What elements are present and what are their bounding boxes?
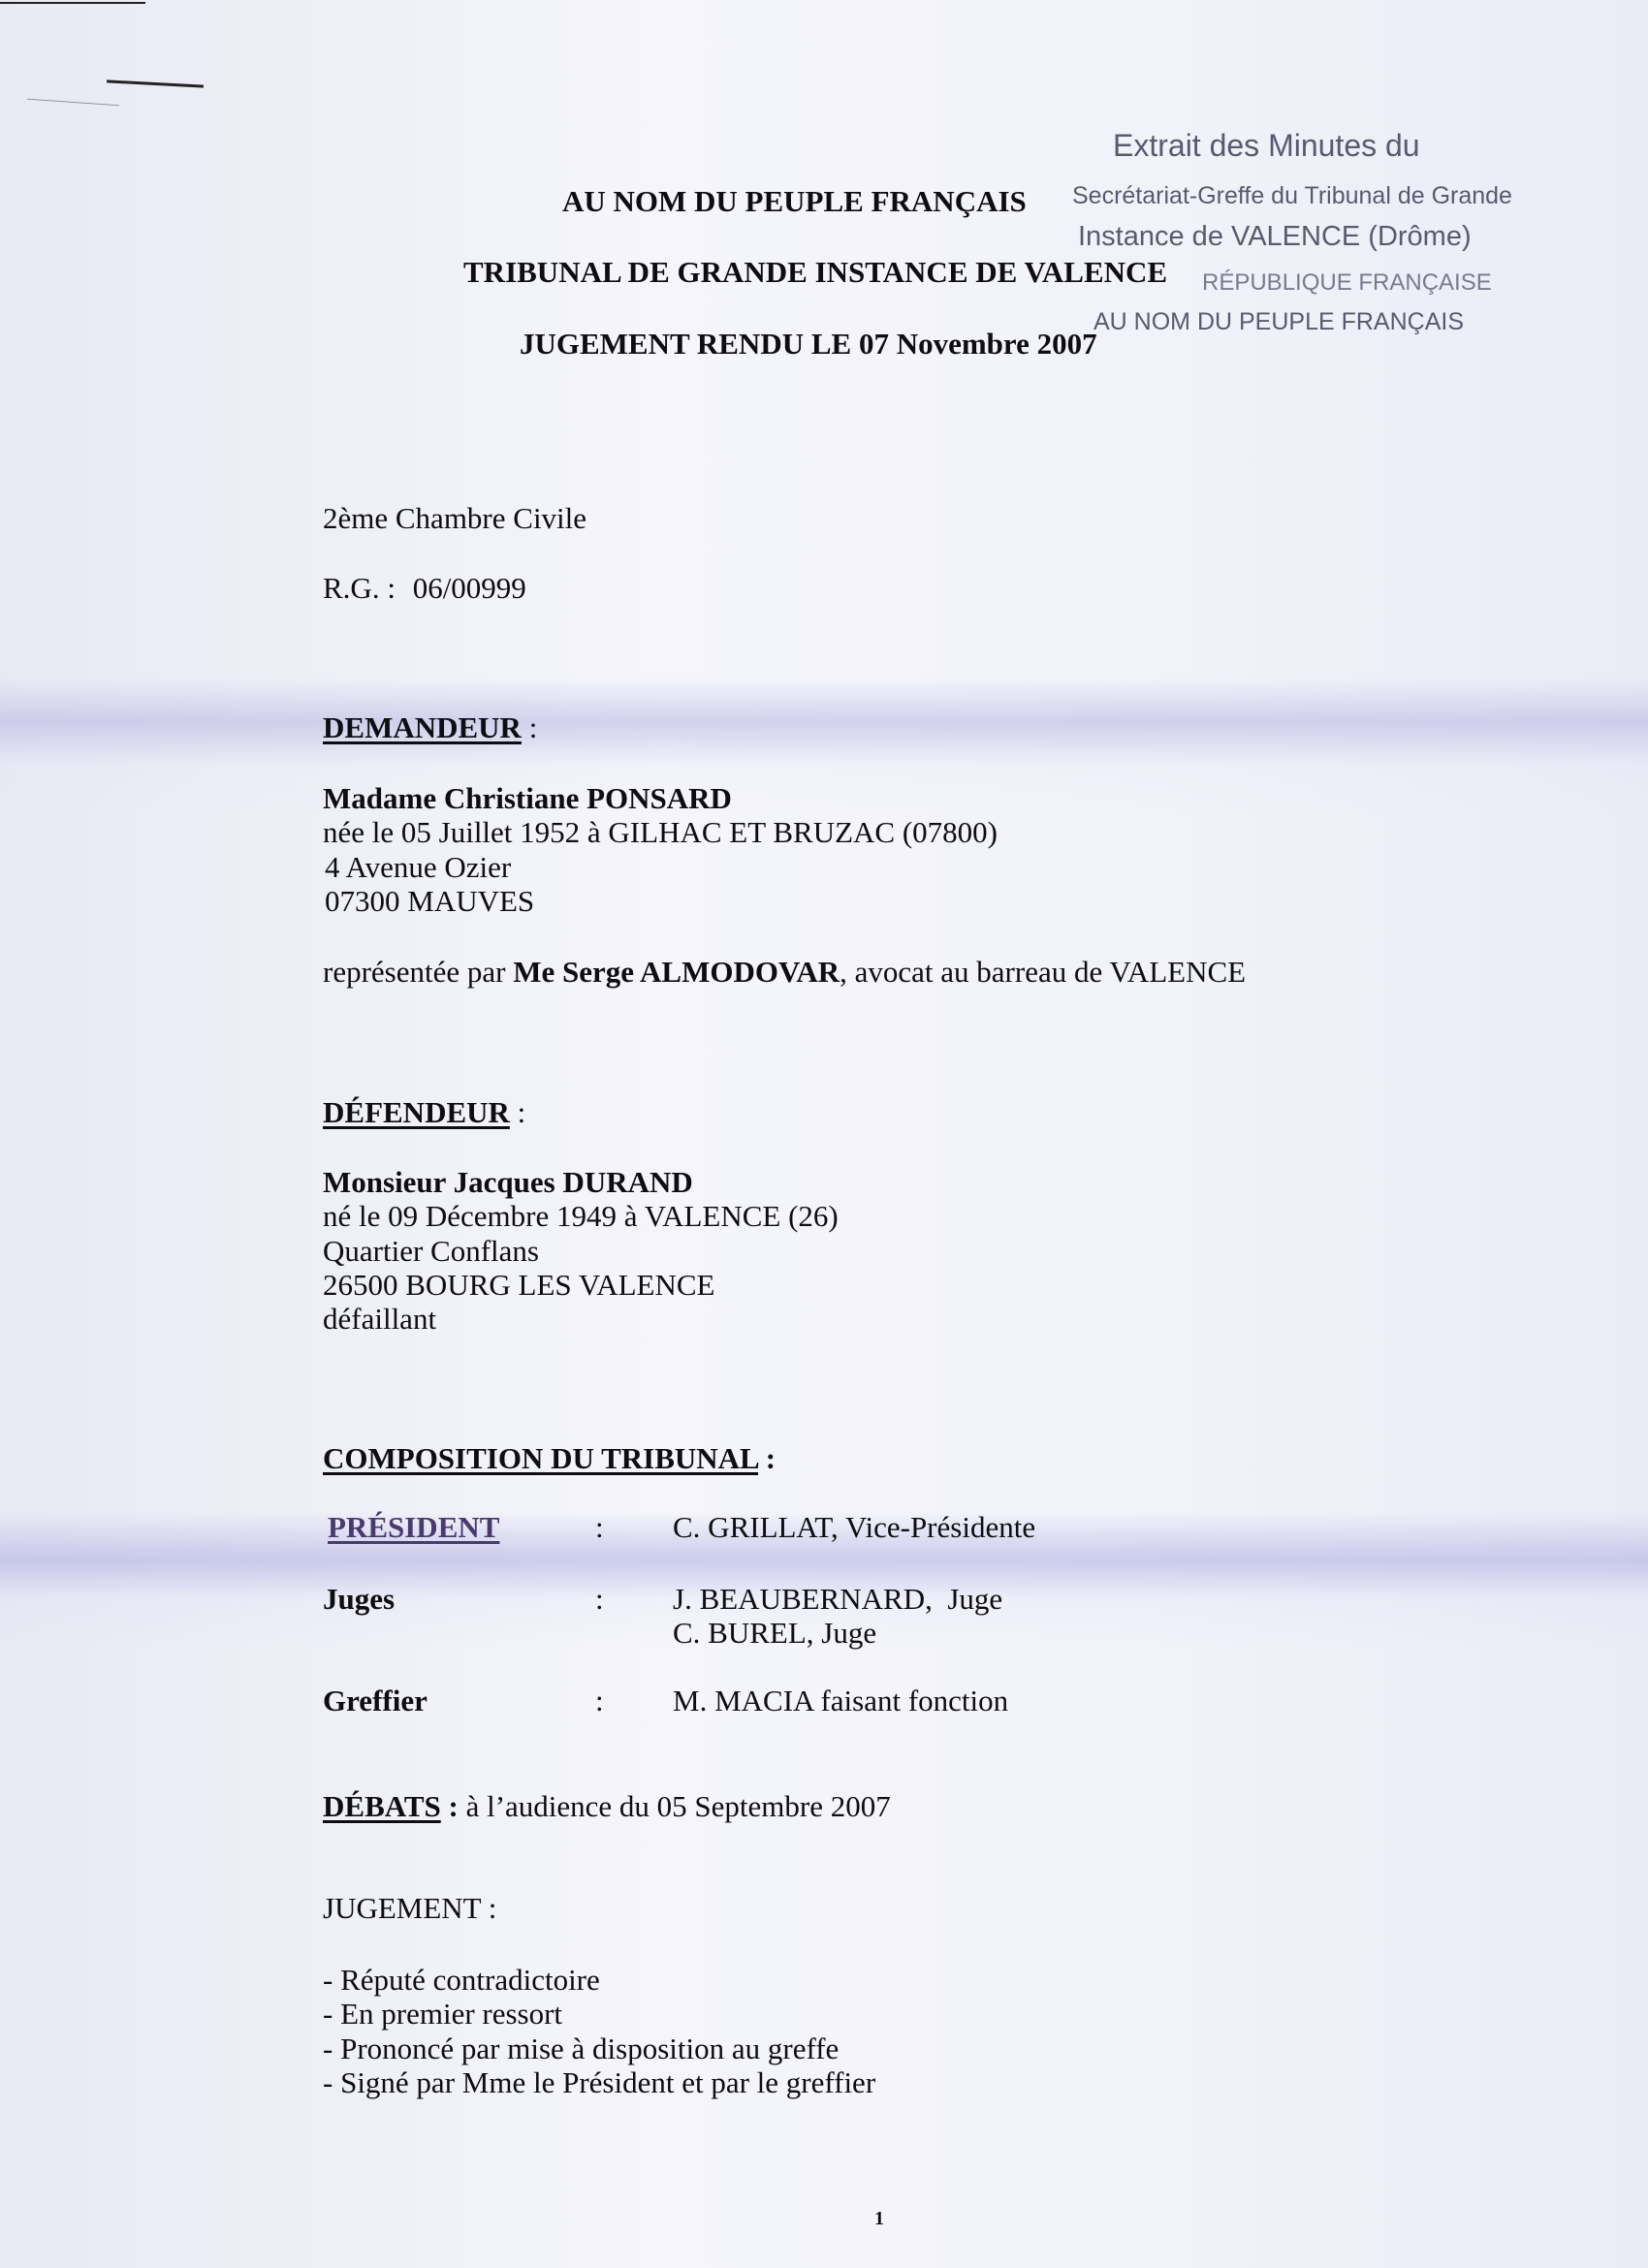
scratch-mark — [27, 99, 119, 107]
demandeur-address-1: 4 Avenue Ozier — [325, 850, 512, 884]
court-name: TRIBUNAL DE GRANDE INSTANCE DE VALENCE — [463, 255, 1168, 289]
president-sep: : — [595, 1510, 604, 1544]
demandeur-birth: née le 05 Juillet 1952 à GILHAC ET BRUZAC (07800) — [323, 815, 998, 849]
stamp-line-2: Secrétariat-Greffe du Tribunal de Grande — [1072, 182, 1512, 209]
defendeur-heading-label: DÉFENDEUR — [323, 1095, 510, 1129]
defendeur-name: Monsieur Jacques DURAND — [323, 1165, 693, 1199]
demandeur-heading — [323, 710, 537, 745]
juge-1: J. BEAUBERNARD, Juge — [673, 1582, 1003, 1616]
president-value: C. GRILLAT, Vice-Présidente — [673, 1510, 1036, 1544]
stamp-line-3: Instance de VALENCE (Drôme) — [1078, 221, 1472, 252]
president-label: PRÉSIDENT — [328, 1510, 500, 1544]
defendeur-heading-colon: : — [509, 1095, 526, 1129]
demandeur-representation — [323, 955, 1246, 990]
judgment-date: JUGEMENT RENDU LE 07 Novembre 2007 — [520, 327, 1097, 361]
chamber: 2ème Chambre Civile — [323, 501, 587, 535]
composition-heading — [323, 1441, 776, 1476]
defendeur-address-2: 26500 BOURG LES VALENCE — [323, 1268, 715, 1302]
demandeur-heading-label: DEMANDEUR — [323, 710, 522, 744]
debats-colon: : — [440, 1789, 459, 1823]
jugement-heading: JUGEMENT : — [323, 1891, 497, 1925]
greffier-label: Greffier — [323, 1684, 428, 1717]
rg-value: 06/00999 — [412, 571, 526, 605]
defendeur-birth: né le 09 Décembre 1949 à VALENCE (26) — [323, 1199, 839, 1233]
corner-mark — [0, 2, 145, 4]
demandeur-heading-colon: : — [521, 710, 538, 744]
demandeur-name: Madame Christiane PONSARD — [323, 781, 732, 815]
header-title: AU NOM DU PEUPLE FRANÇAIS — [562, 184, 1027, 218]
composition-heading-colon: : — [758, 1441, 776, 1475]
debats-line — [323, 1789, 891, 1824]
rep-prefix: représentée par — [323, 955, 514, 989]
defendeur-address-1: Quartier Conflans — [323, 1234, 539, 1268]
greffier-sep: : — [595, 1684, 604, 1717]
debats-heading: DÉBATS — [323, 1789, 441, 1823]
page-number: 1 — [874, 2208, 884, 2229]
rep-suffix: , avocat au barreau de VALENCE — [840, 955, 1247, 989]
debats-text: à l’audience du 05 Septembre 2007 — [458, 1789, 891, 1823]
greffier-value: M. MACIA faisant fonction — [673, 1684, 1009, 1717]
juge-2: C. BUREL, Juge — [673, 1616, 877, 1650]
defendeur-heading — [323, 1095, 525, 1130]
staple-mark — [107, 79, 204, 87]
stamp-line-5: AU NOM DU PEUPLE FRANÇAIS — [1093, 308, 1465, 335]
jugement-item: - En premier ressort — [323, 1997, 563, 2031]
juges-label: Juges — [323, 1582, 396, 1616]
stamp-line-1: Extrait des Minutes du — [1113, 128, 1420, 163]
juges-sep: : — [595, 1582, 604, 1616]
defendeur-status: défaillant — [323, 1302, 437, 1336]
demandeur-address-2: 07300 MAUVES — [325, 884, 535, 918]
composition-heading-label: COMPOSITION DU TRIBUNAL — [323, 1441, 759, 1475]
stamp-line-4: RÉPUBLIQUE FRANÇAISE — [1202, 269, 1492, 296]
rg-number — [323, 571, 526, 606]
jugement-item: - Signé par Mme le Président et par le greffier — [323, 2065, 876, 2099]
rep-name: Me Serge ALMODOVAR — [513, 955, 840, 989]
jugement-item: - Prononcé par mise à disposition au greffe — [323, 2032, 840, 2065]
rg-label: R.G. : — [323, 571, 396, 605]
jugement-item: - Réputé contradictoire — [323, 1963, 600, 1997]
